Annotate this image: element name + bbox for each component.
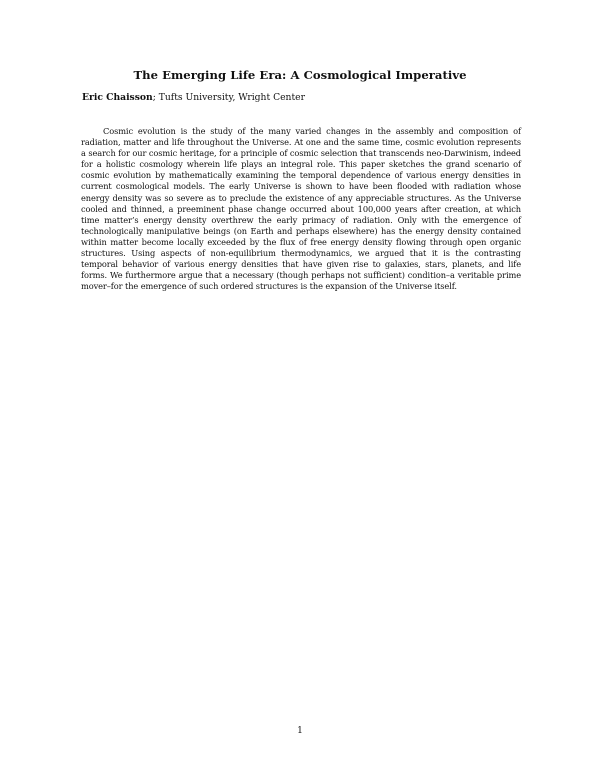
author-name: Eric Chaisson xyxy=(82,92,153,103)
author-separator: ; xyxy=(152,92,156,103)
author-line xyxy=(82,92,305,103)
paper-title: The Emerging Life Era: A Cosmological Imperative xyxy=(133,68,467,82)
page-number: 1 xyxy=(297,726,303,736)
abstract-paragraph: Cosmic evolution is the study of the many varied changes in the assembly and composition of radiation, matter and life throughout the Universe. At one and the same time, cosmic evolution represents a search for our cosmic heritage, for a principle of cosmic selection that transcends neo-Darwinism, indeed for a holistic cosmology wherein life plays an integral role. This paper sketches the grand scenario of cosmic evolution by mathematically examining the temporal dependence of various energy densities in current cosmological models. The early Universe is shown to have been flooded with radiation whose energy density was so severe as to preclude the existence of any appreciable structures. As the Universe cooled and thinned, a preeminent phase change occurred about 100,000 years after creation, at which time matter’s energy density overthrew the early primacy of radiation. Only with the emergence of technologically manipulative beings (on Earth and perhaps elsewhere) has the energy density contained within matter become locally exceeded by the flux of free energy density flowing through open organic structures. Using aspects of non-equilibrium thermodynamics, we argued that it is the contrasting temporal behavior of various energy densities that have given rise to galaxies, stars, planets, and life forms. We furthermore argue that a necessary (though perhaps not sufficient) condition–a veritable prime mover–for the emergence of such ordered structures is the expansion of the Universe itself. xyxy=(81,126,521,292)
author-affiliation: Tufts University, Wright Center xyxy=(158,92,305,103)
